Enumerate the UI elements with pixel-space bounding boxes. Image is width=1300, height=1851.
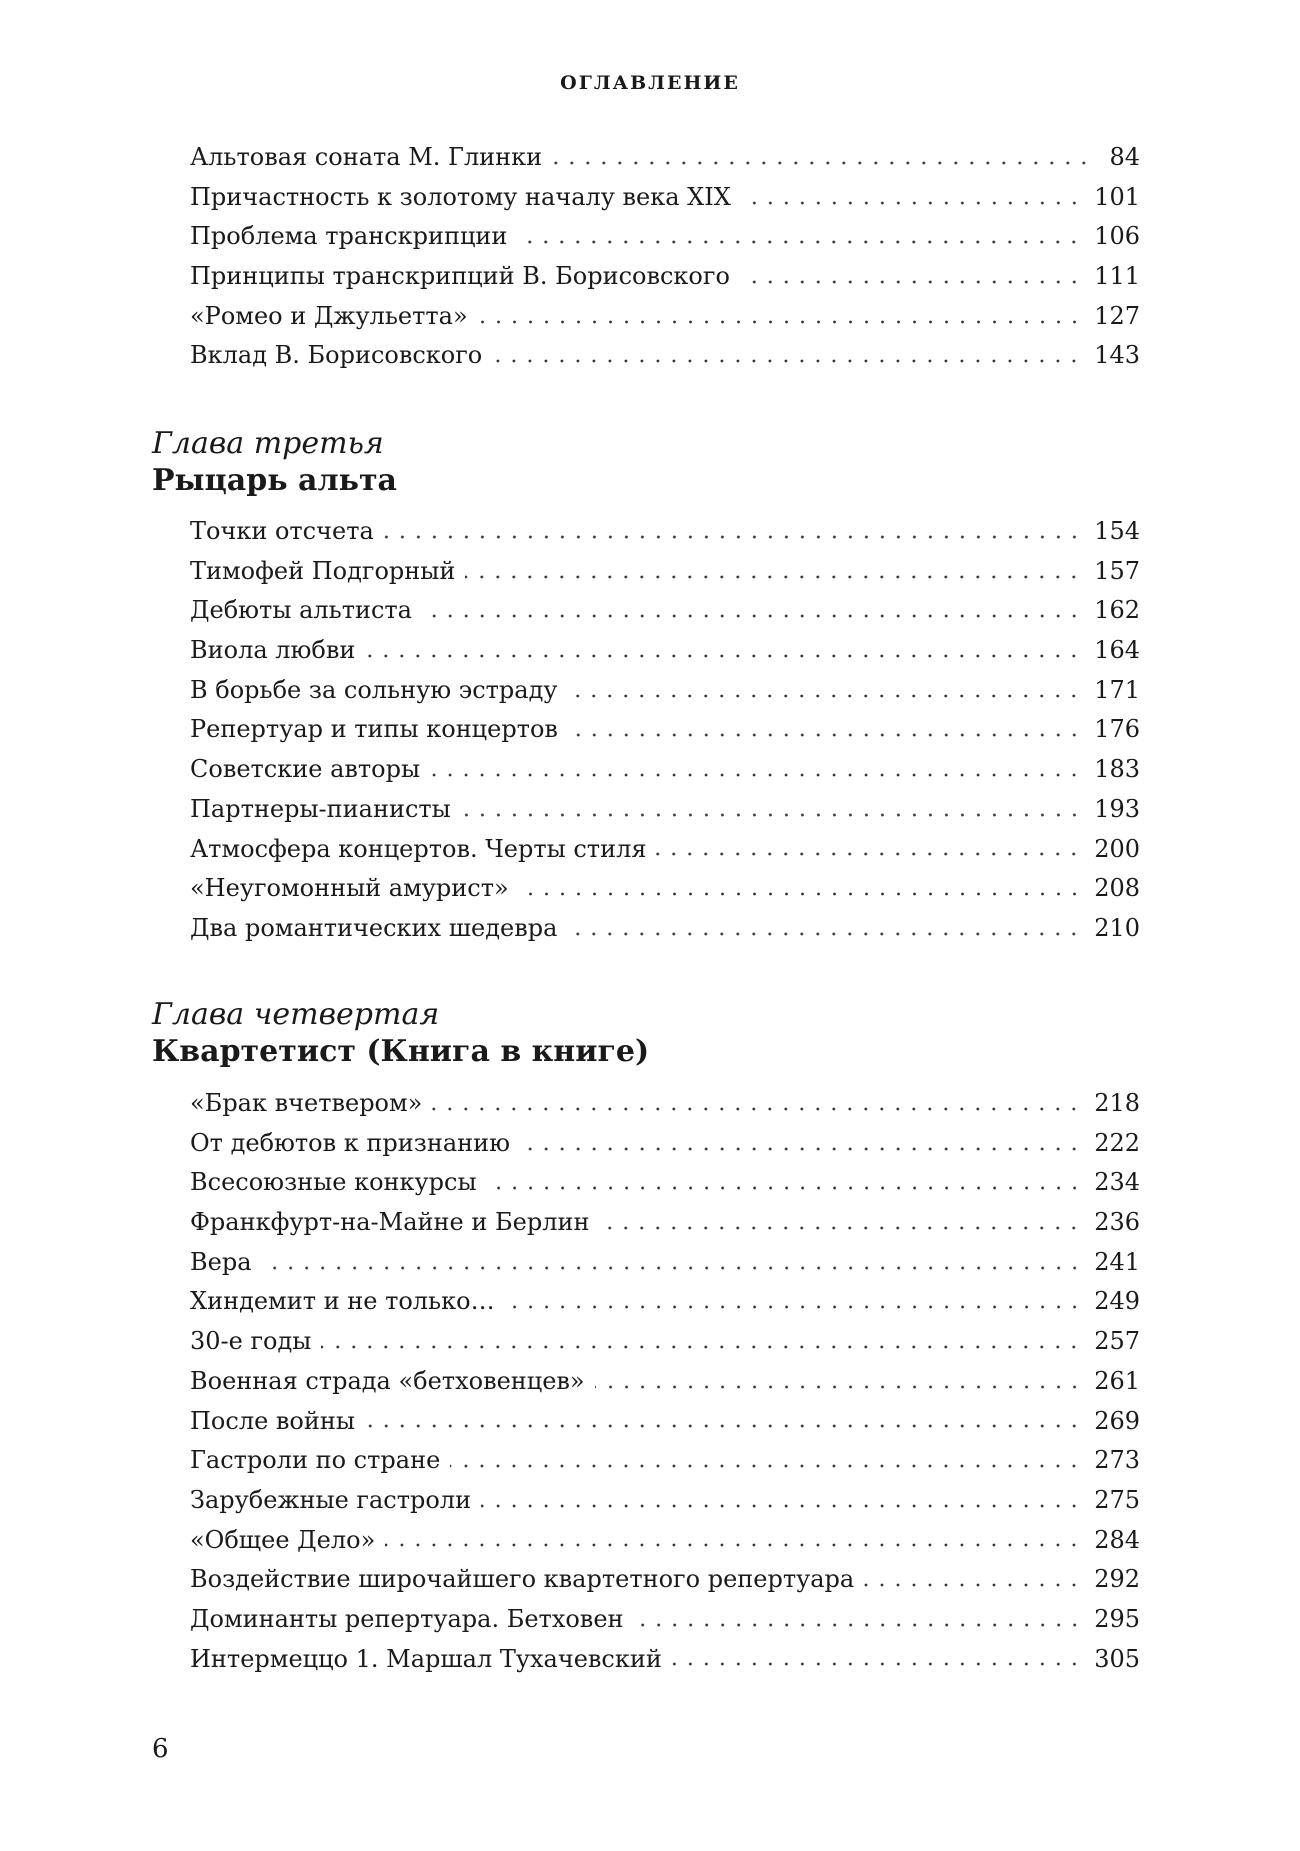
chapter-4-label: Глава четвертая <box>152 997 440 1032</box>
toc-entry <box>190 1640 1140 1680</box>
dot-leader <box>481 1503 1082 1509</box>
dot-leader <box>478 319 1083 325</box>
toc-entry-page: 162 <box>1094 596 1140 625</box>
toc-entry-title: «Брак вчетвером» <box>190 1089 423 1117</box>
toc-entry-page: 257 <box>1094 1327 1140 1356</box>
toc-entry <box>190 631 1140 671</box>
toc-entry-title: Причастность к золотому началу века XIX <box>190 182 731 211</box>
toc-entry-title: «Неугомонный амурист» <box>190 874 509 903</box>
toc-entry-page: 106 <box>1094 222 1140 251</box>
toc-entry <box>190 1521 1140 1561</box>
dot-leader <box>465 574 1082 580</box>
toc-entry-title: «Ромео и Джульетта» <box>190 301 468 330</box>
toc-entry-title: Вклад В. Борисовского <box>190 341 483 370</box>
toc-entry <box>190 1560 1140 1600</box>
toc-entry-title: Проблема транскрипции <box>190 222 508 251</box>
toc-entry-page: 171 <box>1094 675 1140 704</box>
toc-entry <box>190 1322 1140 1362</box>
toc-entry <box>190 869 1140 909</box>
toc-entry <box>190 1600 1140 1640</box>
toc-entry-page: 154 <box>1094 517 1140 545</box>
dot-leader <box>492 358 1082 364</box>
toc-entry-title: Военная страда «бетховенцев» <box>190 1366 585 1395</box>
toc-entry <box>190 178 1140 218</box>
toc-entry-title: Советские авторы <box>190 755 421 784</box>
toc-entry-page: 101 <box>1094 182 1140 211</box>
dot-leader <box>450 1463 1082 1469</box>
toc-entry-page: 236 <box>1094 1208 1140 1237</box>
toc-entry-page: 193 <box>1094 794 1140 823</box>
toc-entry <box>190 1441 1140 1481</box>
dot-leader <box>567 931 1082 937</box>
dot-leader <box>520 1146 1082 1152</box>
toc-entry <box>190 1163 1140 1203</box>
dot-leader <box>740 279 1082 285</box>
dot-leader <box>599 1225 1082 1231</box>
toc-entry-title: Франкфурт-на-Майне и Берлин <box>190 1208 590 1237</box>
toc-entry-page: 157 <box>1094 556 1140 585</box>
dot-leader <box>864 1582 1082 1588</box>
toc-entry <box>190 1124 1140 1164</box>
toc-entry-title: Атмосфера концертов. Черты стиля <box>190 834 647 863</box>
dot-leader <box>595 1384 1083 1390</box>
toc-entry-title: Виола любви <box>190 636 356 665</box>
toc-entry-page: 143 <box>1094 341 1140 370</box>
dot-leader <box>552 160 1092 166</box>
toc-entry-page: 261 <box>1094 1366 1140 1395</box>
toc-entry-title: Хиндемит и не только… <box>190 1287 495 1316</box>
toc-entry-title: В борьбе за сольную эстраду <box>190 675 558 704</box>
toc-entry-title: Партнеры-пианисты <box>190 794 451 823</box>
toc-entry <box>190 909 1140 949</box>
toc-entry <box>190 217 1140 257</box>
chapter-3-heading <box>152 426 397 500</box>
toc-entry-title: Гастроли по стране <box>190 1446 441 1475</box>
toc-entry-title: Тимофей Подгорный <box>190 556 456 585</box>
toc-entry <box>190 297 1140 337</box>
toc-entry <box>190 257 1140 297</box>
dot-leader <box>487 1185 1083 1191</box>
toc-entry <box>190 671 1140 711</box>
toc-list-chapter-3 <box>190 512 1140 949</box>
toc-entry-title: Воздействие широчайшего квартетного репертуара <box>190 1565 855 1594</box>
toc-entry <box>190 830 1140 870</box>
toc-entry-page: 176 <box>1094 715 1140 744</box>
dot-leader <box>365 1423 1082 1429</box>
toc-entry <box>190 336 1140 376</box>
toc-entry-title: Доминанты репертуара. Бетховен <box>190 1604 624 1633</box>
toc-entry-page: 208 <box>1094 874 1140 903</box>
dot-leader <box>656 851 1082 857</box>
toc-entry-page: 241 <box>1094 1247 1140 1276</box>
toc-entry <box>190 1243 1140 1283</box>
chapter-3-title: Рыцарь альта <box>152 463 397 498</box>
toc-entry <box>190 138 1140 178</box>
toc-entry <box>190 1084 1140 1124</box>
toc-entry <box>190 790 1140 830</box>
dot-leader <box>461 812 1082 818</box>
dot-leader <box>568 732 1082 738</box>
dot-leader <box>422 613 1082 619</box>
toc-entry-page: 84 <box>1109 143 1140 171</box>
toc-entry-title: «Общее Дело» <box>190 1525 376 1554</box>
dot-leader <box>634 1622 1083 1628</box>
toc-entry-title: Всесоюзные конкурсы <box>190 1168 477 1197</box>
dot-leader <box>365 653 1082 659</box>
toc-entry-title: Дебюты альтиста <box>190 596 412 625</box>
chapter-4-title: Квартетист (Книга в книге) <box>152 1034 650 1069</box>
toc-entry-page: 210 <box>1094 913 1140 942</box>
toc-entry-page: 269 <box>1094 1406 1140 1435</box>
dot-leader <box>519 891 1083 897</box>
toc-entry-page: 218 <box>1094 1089 1140 1117</box>
dot-leader <box>567 693 1082 699</box>
toc-entry-page: 222 <box>1094 1128 1140 1157</box>
dot-leader <box>321 1344 1082 1350</box>
dot-leader <box>430 772 1082 778</box>
toc-entry-title: Репертуар и типы концертов <box>190 715 558 744</box>
toc-entry-page: 127 <box>1094 301 1140 330</box>
toc-entry-title: Альтовая соната М. Глинки <box>190 143 543 171</box>
toc-entry-page: 111 <box>1094 262 1140 291</box>
toc-entry <box>190 1203 1140 1243</box>
toc-entry-page: 292 <box>1094 1565 1140 1594</box>
dot-leader <box>432 1106 1082 1112</box>
toc-list-chapter-4 <box>190 1084 1140 1679</box>
toc-entry-title: Вера <box>190 1247 252 1276</box>
toc-entry-page: 305 <box>1094 1644 1140 1673</box>
toc-entry <box>190 710 1140 750</box>
toc-entry-title: Два романтических шедевра <box>190 913 558 942</box>
toc-entry-title: 30-е годы <box>190 1327 312 1356</box>
toc-entry <box>190 591 1140 631</box>
dot-leader <box>262 1265 1083 1271</box>
toc-entry-page: 183 <box>1094 755 1140 784</box>
dot-leader <box>517 239 1082 245</box>
toc-entry <box>190 1362 1140 1402</box>
toc-entry-page: 249 <box>1094 1287 1140 1316</box>
dot-leader <box>384 534 1082 540</box>
toc-entry-title: После войны <box>190 1406 355 1435</box>
toc-entry <box>190 750 1140 790</box>
toc-list-continued <box>190 138 1140 376</box>
toc-entry-page: 284 <box>1094 1525 1140 1554</box>
toc-entry-page: 273 <box>1094 1446 1140 1475</box>
toc-entry-title: Точки отсчета <box>190 517 374 545</box>
chapter-4-heading <box>152 997 649 1071</box>
toc-entry <box>190 1481 1140 1521</box>
dot-leader <box>672 1661 1082 1667</box>
dot-leader <box>505 1304 1083 1310</box>
dot-leader <box>385 1542 1082 1548</box>
toc-entry <box>190 512 1140 552</box>
toc-entry-title: Зарубежные гастроли <box>190 1485 472 1514</box>
running-head: ОГЛАВЛЕНИЕ <box>560 72 740 94</box>
toc-entry-title: Интермеццо 1. Маршал Тухачевский <box>190 1644 662 1673</box>
dot-leader <box>741 200 1082 206</box>
toc-entry-page: 275 <box>1094 1485 1140 1514</box>
toc-entry <box>190 552 1140 592</box>
toc-entry-page: 200 <box>1094 834 1140 863</box>
toc-entry-page: 164 <box>1094 636 1140 665</box>
toc-entry-title: Принципы транскрипций В. Борисовского <box>190 262 730 291</box>
toc-entry <box>190 1282 1140 1322</box>
page-number: 6 <box>152 1734 169 1764</box>
toc-entry-title: От дебютов к признанию <box>190 1128 511 1157</box>
chapter-3-label: Глава третья <box>152 426 384 461</box>
toc-entry-page: 234 <box>1094 1168 1140 1197</box>
toc-entry-page: 295 <box>1094 1604 1140 1633</box>
toc-entry <box>190 1402 1140 1442</box>
